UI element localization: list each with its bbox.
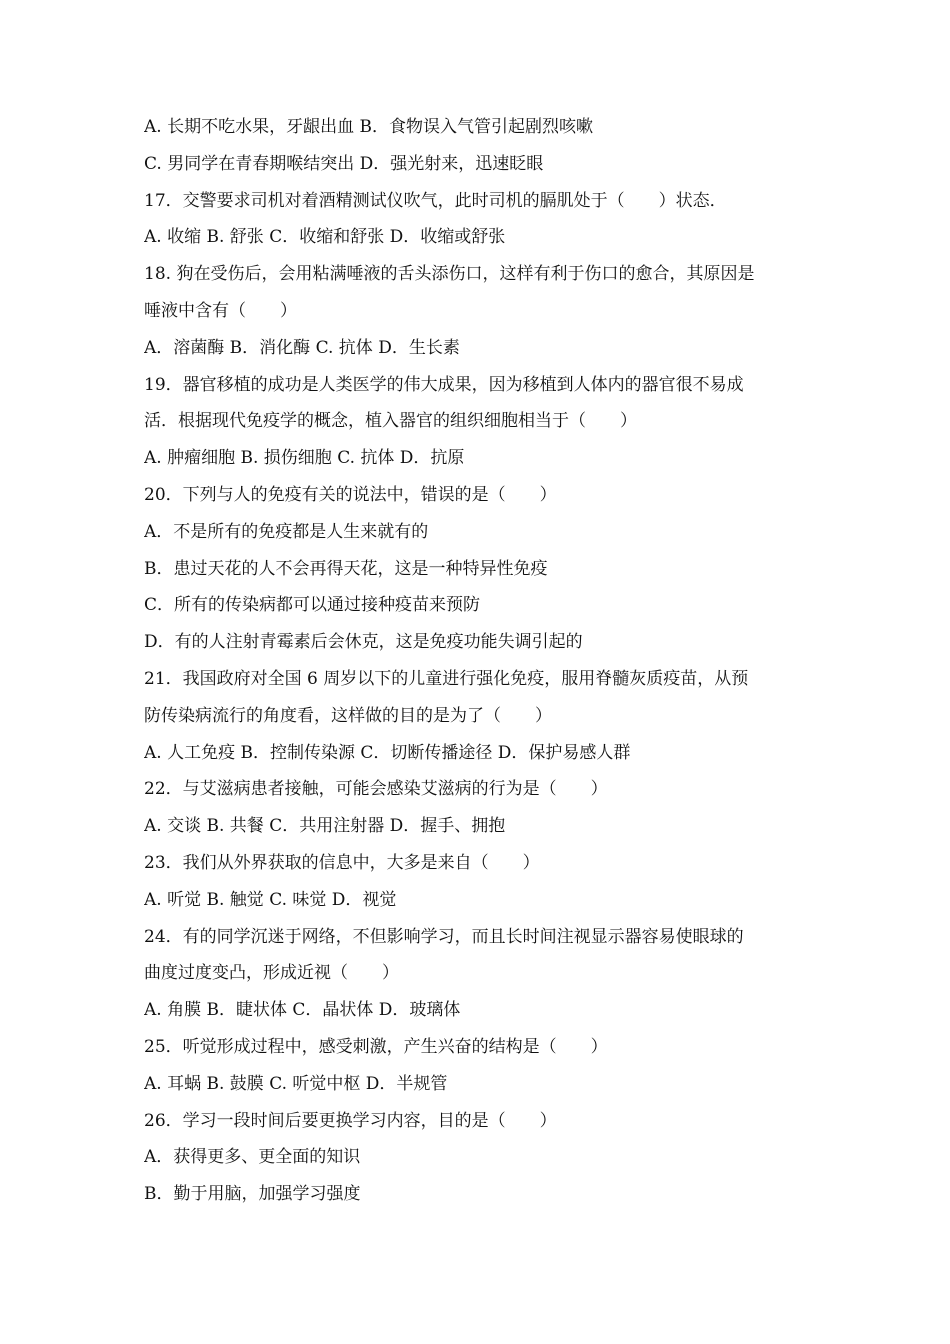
text-line-26: 25．听觉形成过程中，感受刺激，产生兴奋的结构是（ ） (144, 1036, 608, 1057)
text-line-23: 24．有的同学沉迷于网络，不但影响学习，而且长时间注视显示器容易使眼球的 (144, 926, 744, 947)
text-line-8: 19．器官移植的成功是人类医学的伟大成果，因为移植到人体内的器官很不易成 (144, 374, 744, 395)
text-line-5: 18. 狗在受伤后，会用粘满唾液的舌头添伤口，这样有利于伤口的愈合，其原因是 (144, 264, 755, 285)
text-line-9: 活．根据现代免疫学的概念，植入器官的组织细胞相当于（ ） (144, 411, 637, 432)
text-line-27: A. 耳蜗 B. 鼓膜 C. 听觉中枢 D．半规管 (144, 1073, 448, 1094)
text-line-20: A. 交谈 B. 共餐 C．共用注射器 D．握手、拥抱 (144, 816, 506, 837)
question-text-block (144, 109, 824, 1213)
text-line-13: B．患过天花的人不会再得天花，这是一种特异性免疫 (144, 558, 548, 579)
text-line-25: A. 角膜 B．睫状体 C．晶状体 D．玻璃体 (144, 1000, 461, 1021)
text-line-3: 17．交警要求司机对着酒精测试仪吹气，此时司机的膈肌处于（ ）状态． (144, 190, 727, 211)
text-line-10: A. 肿瘤细胞 B. 损伤细胞 C. 抗体 D．抗原 (144, 448, 465, 469)
text-line-17: 防传染病流行的角度看，这样做的目的是为了（ ） (144, 705, 552, 726)
text-line-28: 26．学习一段时间后要更换学习内容，目的是（ ） (144, 1110, 557, 1131)
text-line-24: 曲度过度变凸，形成近视（ ） (144, 963, 399, 984)
text-line-6: 唾液中含有（ ） (144, 300, 297, 321)
text-line-22: A. 听觉 B. 触觉 C. 味觉 D．视觉 (144, 889, 397, 910)
text-line-4: A. 收缩 B. 舒张 C．收缩和舒张 D．收缩或舒张 (144, 227, 506, 248)
text-line-15: D．有的人注射青霉素后会休克，这是免疫功能失调引起的 (144, 632, 583, 653)
text-line-12: A．不是所有的免疫都是人生来就有的 (144, 521, 429, 542)
text-line-18: A. 人工免疫 B．控制传染源 C．切断传播途径 D．保护易感人群 (144, 742, 631, 763)
text-line-30: B．勤于用脑，加强学习强度 (144, 1184, 361, 1205)
text-line-1: A. 长期不吃水果，牙龈出血 B．食物误入气管引起剧烈咳嗽 (144, 117, 593, 137)
text-line-19: 22．与艾滋病患者接触，可能会感染艾滋病的行为是（ ） (144, 779, 608, 800)
text-line-7: A．溶菌酶 B．消化酶 C. 抗体 D．生长素 (144, 337, 460, 358)
text-line-29: A．获得更多、更全面的知识 (144, 1147, 361, 1168)
text-line-2: C. 男同学在青春期喉结突出 D．强光射来，迅速眨眼 (144, 153, 544, 174)
text-line-21: 23．我们从外界获取的信息中，大多是来自（ ） (144, 852, 540, 873)
text-line-16: 21．我国政府对全国 6 周岁以下的儿童进行强化免疫，服用脊髓灰质疫苗，从预 (144, 668, 749, 689)
text-line-14: C．所有的传染病都可以通过接种疫苗来预防 (144, 595, 481, 616)
text-line-11: 20．下列与人的免疫有关的说法中，错误的是（ ） (144, 484, 557, 505)
